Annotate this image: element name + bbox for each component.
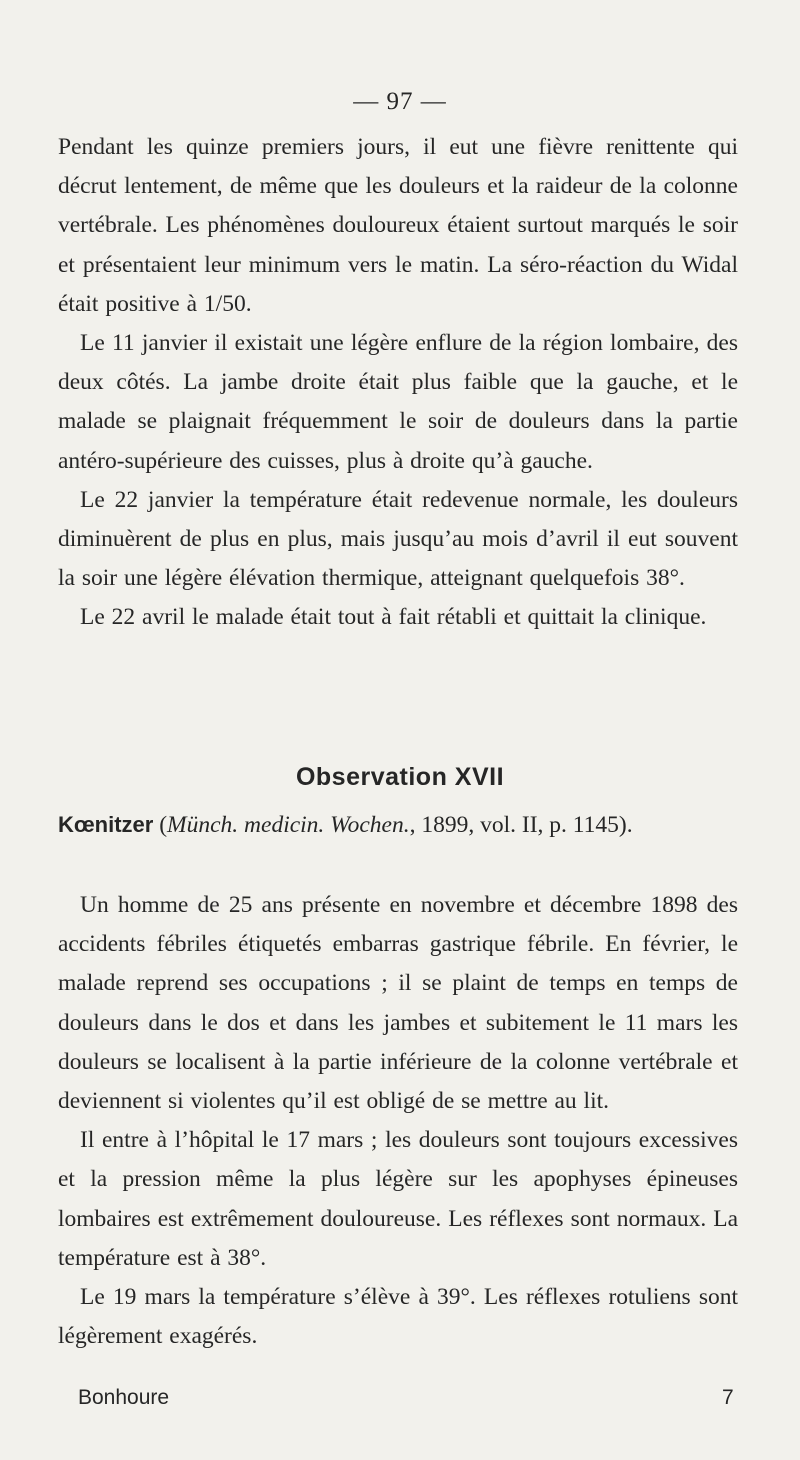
paragraph: Le 22 janvier la température était redevenue normale, les douleurs diminuèrent de plus en plus, mais jusqu’au mois d’avril il eut souvent la soir une légère élévation thermique, atteignant quelquefois 38°. [58, 486, 738, 592]
citation-details: , 1899, vol. II, p. 1145). [409, 812, 633, 838]
paragraph: Un homme de 25 ans présente en novembre et décembre 1898 des accidents fébriles étiquetés embarras gastrique fébrile. En février, le malade reprend ses occupations ; il se plaint de temps en temps de douleurs dans le dos et dans les jambes et subitement le 11 mars les douleurs se localisent à la partie inférieure de la colonne vertébrale et deviennent si violentes qu’il est obligé de se mettre au lit. [58, 892, 738, 1115]
observation-title: Observation XVII [295, 763, 505, 791]
signature-mark: 7 [722, 1386, 734, 1409]
page-number: — 97 — [353, 88, 447, 115]
footer-author: Bonhoure [78, 1386, 170, 1409]
paragraph: Le 19 mars la température s’élève à 39°. Les réflexes rotuliens sont légèrement exagérés. [58, 1284, 738, 1350]
citation-journal: Münch. medicin. Wochen. [167, 812, 410, 838]
paragraph: Le 11 janvier il existait une légère enflure de la région lombaire, des deux côtés. La jambe droite était plus faible que la gauche, et le malade se plaignait fréquemment le soir de douleurs dans la partie antéro-supérieure des cuisses, plus à droite qu’à gauche. [58, 330, 738, 474]
text-block-observation [58, 886, 738, 1356]
citation: Kœnitzer (Münch. medicin. Wochen., 1899, vol. II, p. 1145). [58, 812, 633, 838]
paragraph: Il entre à l’hôpital le 17 mars ; les douleurs sont toujours excessives et la pression même la plus légère sur les apophyses épineuses lombaires est extrêmement douloureuse. Les réflexes sont normaux. La température est à 38°. [58, 1127, 738, 1271]
paragraph: Le 22 avril le malade était tout à fait rétabli et quittait la clinique. [80, 604, 707, 631]
text-block-continuation [58, 128, 738, 638]
paragraph: Pendant les quinze premiers jours, il eut une fièvre renittente qui décrut lentement, de même que les douleurs et la raideur de la colonne vertébrale. Les phénomènes douloureux étaient surtout marqués le soir et présentaient leur minimum vers le matin. La séro-réaction du Widal était positive à 1/50. [58, 134, 738, 317]
citation-author: Kœnitzer [58, 812, 154, 837]
